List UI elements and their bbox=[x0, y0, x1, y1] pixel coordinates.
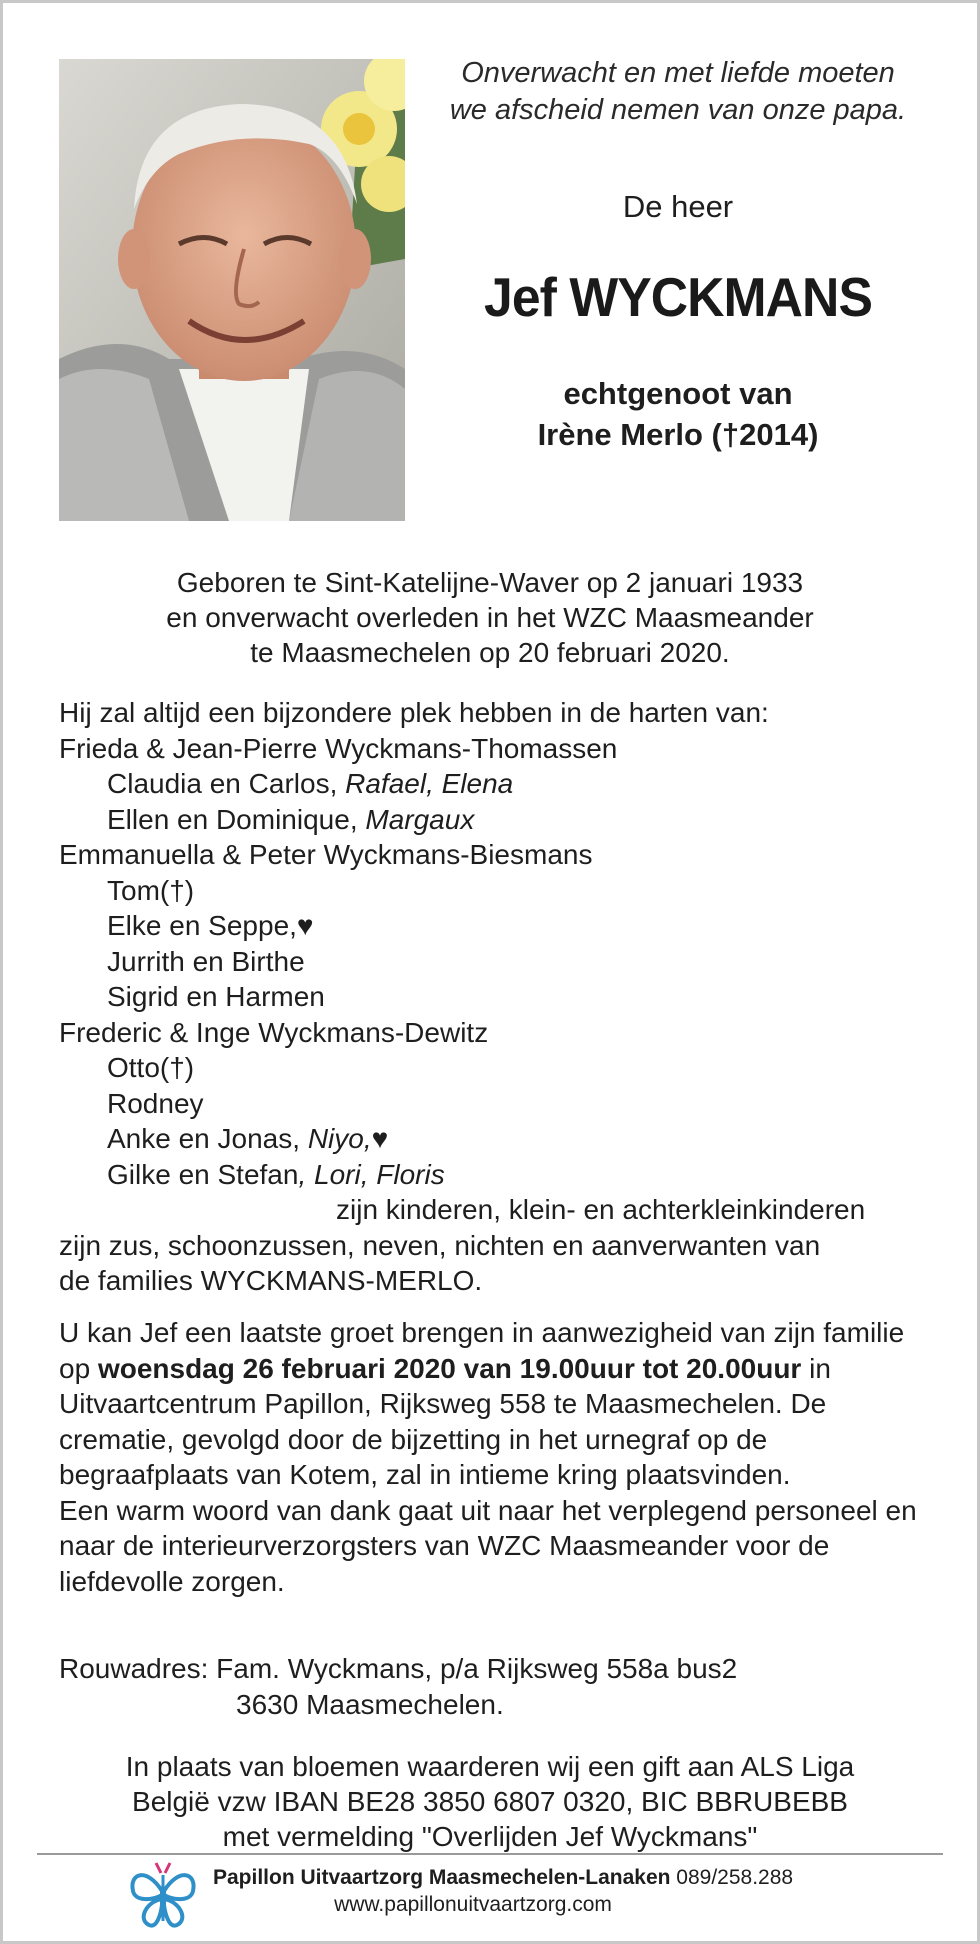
funeral-home-website[interactable]: www.papillonuitvaartzorg.com bbox=[334, 1893, 612, 1916]
mourning-address bbox=[59, 1651, 939, 1722]
birth-line: te Maasmechelen op 20 februari 2020. bbox=[250, 637, 730, 668]
child-names: Gilke en Stefan bbox=[107, 1158, 299, 1190]
portrait-photo bbox=[59, 59, 405, 521]
family-child: Rodney bbox=[107, 1087, 204, 1119]
family-child: Jurrith en Birthe bbox=[107, 945, 305, 977]
grandchild-names: Margaux bbox=[365, 803, 475, 835]
family-lead: Hij zal altijd een bijzondere plek hebben in de harten van: bbox=[59, 697, 769, 728]
grandchild-names: Niyo, bbox=[307, 1123, 372, 1154]
family-child: Tom(†) bbox=[107, 874, 195, 906]
spouse-info bbox=[423, 373, 933, 455]
grandchild-names: , Lori, Floris bbox=[298, 1158, 445, 1190]
butterfly-icon bbox=[127, 1861, 199, 1933]
funeral-home bbox=[213, 1865, 793, 1891]
family-closing: de families WYCKMANS-MERLO. bbox=[59, 1265, 483, 1296]
family-closing: zijn zus, schoonzussen, neven, nichten en aanverwanten van bbox=[59, 1229, 821, 1261]
deceased-name: Jef WYCKMANS bbox=[484, 266, 872, 328]
family-child bbox=[59, 766, 939, 802]
grandchild-names: Rafael, Elena bbox=[345, 768, 514, 799]
intro-line: we afscheid nemen van onze papa. bbox=[449, 94, 907, 126]
family-parents: Frieda & Jean-Pierre Wyckmans-Thomassen bbox=[59, 732, 618, 764]
donation-line: België vzw IBAN BE28 3850 6807 0320, BIC BBRUBEBB bbox=[132, 1786, 848, 1817]
farewell-text: U kan Jef een laatste groet brengen in aanwezigheid van zijn familie op bbox=[59, 1317, 905, 1384]
honorific: De heer bbox=[622, 189, 734, 224]
farewell-datetime: woensdag 26 februari 2020 van 19.00uur tot 20.00uur bbox=[97, 1352, 802, 1384]
funeral-home-phone[interactable]: 089/258.288 bbox=[670, 1866, 794, 1889]
spouse-name: Irène Merlo (†2014) bbox=[537, 417, 819, 452]
portrait-illustration bbox=[59, 59, 405, 521]
intro-text bbox=[423, 55, 933, 129]
family-parents: Frederic & Inge Wyckmans-Dewitz bbox=[59, 1016, 489, 1048]
family-child bbox=[59, 802, 939, 838]
farewell-text: in Uitvaartcentrum Papillon, Rijksweg 558 te Maasmechelen. De crematie, gevolgd door de bijzetting in het urnegraf op de begraafplaats van Kotem, zal in intieme kring plaatsvinden. bbox=[59, 1352, 831, 1490]
family-child: Elke en Seppe,♥ bbox=[107, 910, 314, 941]
donation-line: met vermelding "Overlijden Jef Wyckmans" bbox=[222, 1821, 758, 1852]
spouse-line: echtgenoot van bbox=[563, 376, 793, 411]
funeral-home-name: Papillon Uitvaartzorg Maasmechelen-Lanaken bbox=[213, 1866, 671, 1889]
farewell-info bbox=[59, 1315, 939, 1599]
donation-info bbox=[3, 1749, 977, 1854]
family-parents: Emmanuella & Peter Wyckmans-Biesmans bbox=[59, 839, 593, 870]
address-line: 3630 Maasmechelen. bbox=[236, 1688, 504, 1720]
intro-line: Onverwacht en met liefde moeten bbox=[461, 57, 895, 89]
child-names: Claudia en Carlos, bbox=[107, 768, 346, 799]
child-names: Ellen en Dominique, bbox=[107, 803, 366, 835]
heart-icon: ♥ bbox=[371, 1123, 389, 1154]
birth-line: en onverwacht overleden in het WZC Maasmeander bbox=[166, 602, 814, 633]
donation-line: In plaats van bloemen waarderen wij een gift aan ALS Liga bbox=[125, 1751, 855, 1782]
family-closing: zijn kinderen, klein- en achterkleinkinderen bbox=[336, 1194, 866, 1225]
family-list bbox=[59, 695, 939, 1299]
family-child: Sigrid en Harmen bbox=[107, 981, 325, 1012]
farewell-paragraph bbox=[59, 1315, 939, 1493]
family-child bbox=[59, 1157, 939, 1193]
birth-death-info bbox=[3, 565, 977, 670]
address-line: Rouwadres: Fam. Wyckmans, p/a Rijksweg 558a bus2 bbox=[59, 1653, 738, 1684]
birth-line: Geboren te Sint-Katelijne-Waver op 2 januari 1933 bbox=[176, 567, 804, 598]
family-child: Otto(†) bbox=[107, 1052, 195, 1083]
thanks-paragraph: Een warm woord van dank gaat uit naar het verplegend personeel en naar de interieurverzorgsters van WZC Maasmeander voor de liefdevolle zorgen. bbox=[59, 1494, 917, 1597]
footer-divider bbox=[37, 1853, 943, 1855]
family-child bbox=[59, 1121, 939, 1157]
child-names: Anke en Jonas, bbox=[107, 1123, 308, 1154]
